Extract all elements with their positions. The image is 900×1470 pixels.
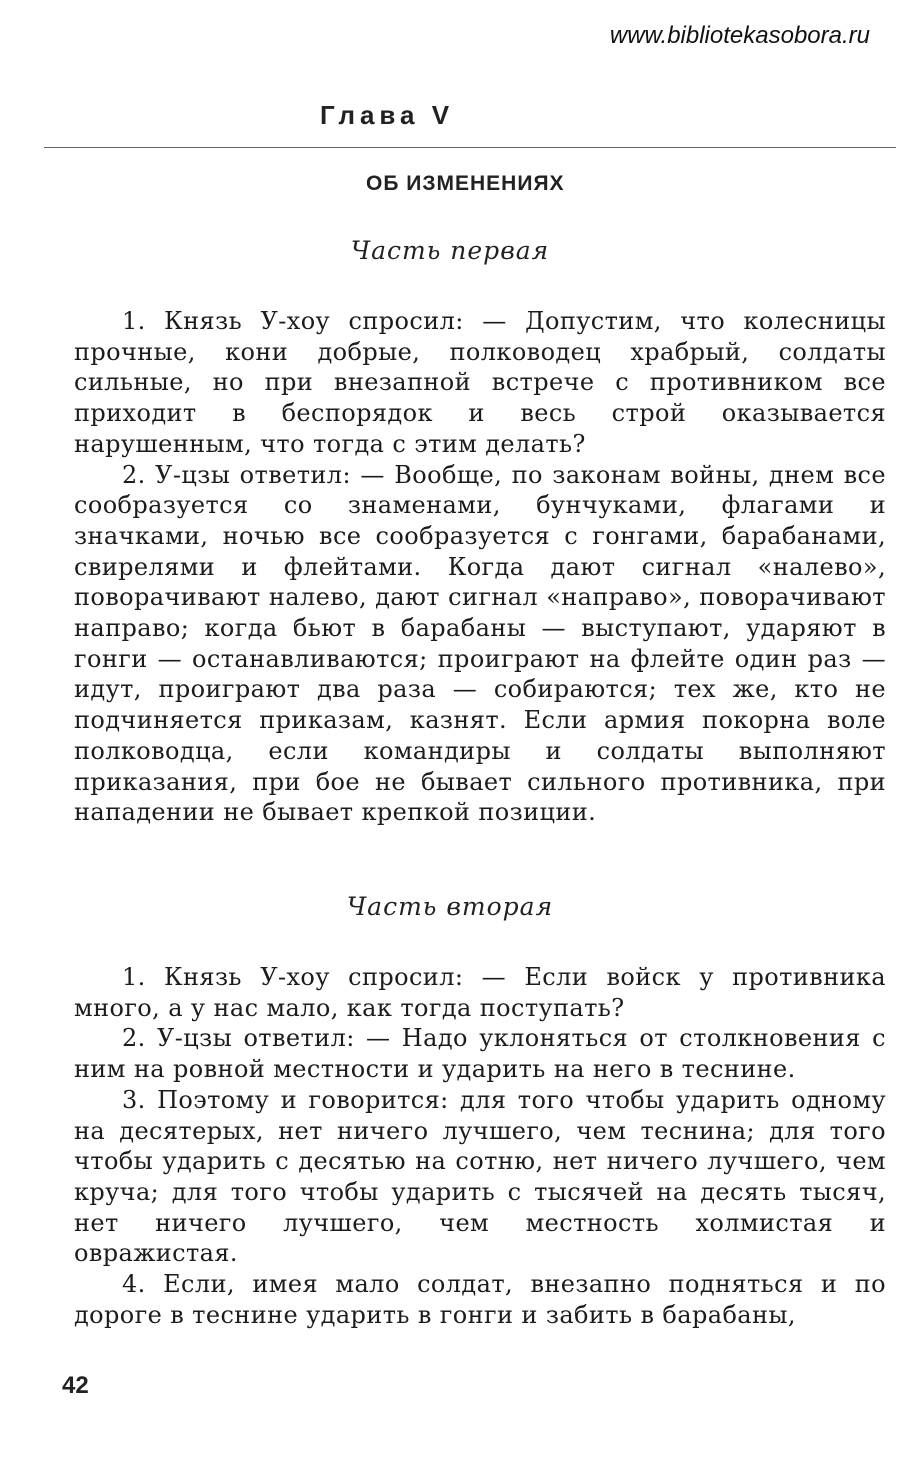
paragraph: 1. Князь У-хоу спросил: — Если войск у противника много, а у нас мало, как тогда поступать? — [74, 963, 886, 1022]
chapter-title: Глава V — [320, 100, 455, 130]
watermark: www.bibliotekasobora.ru — [609, 22, 870, 49]
paragraph: 1. Князь У-хоу спросил: — Допустим, что колесницы прочные, кони добрые, полководец храбрый, солдаты сильные, но при внезапной встрече с противником все приходит в беспорядок и весь строй оказывается нарушенным, что тогда с этим делать? — [74, 307, 886, 458]
paragraph: 2. У-цзы ответил: — Надо уклоняться от столкновения с ним на ровной местности и ударить на него в теснине. — [74, 1024, 886, 1084]
paragraph: 3. Поэтому и говорится: для того чтобы ударить одному на десятерых, нет ничего лучшего, чем теснина; для того чтобы ударить с десятью на сотню, нет ничего лучшего, чем круча; для того чтобы ударить с тысячей на десять тысяч, нет ничего лучшего, чем местность холмистая и овражистая. — [74, 1085, 886, 1268]
divider — [44, 147, 896, 148]
paragraph: 4. Если, имея мало солдат, внезапно подняться и по дороге в теснине ударить в гонги и забить в барабаны, — [74, 1270, 886, 1329]
section-title: ОБ ИЗМЕНЕНИЯХ — [366, 172, 565, 195]
part-two-title: Часть вторая — [346, 892, 554, 921]
part-one-text — [74, 306, 886, 828]
part-one-title: Часть первая — [350, 236, 550, 265]
paragraph: 2. У-цзы ответил: — Вообще, по законам войны, днем все сообразуется со знаменами, бунчуками, флагами и значками, ночью все сообразуется с гонгами, барабанами, свирелями и флейтами. Когда дают сигнал «налево», поворачивают налево, дают сигнал «направо», поворачивают направо; когда бьют в барабаны — выступают, ударяют в гонги — останавливаются; проиграют на флейте один раз — идут, проиграют два раза — собираются; тех же, кто не подчиняется приказам, казнят. Если армия покорна воле полководца, если командиры и солдаты выполняют приказания, при бое не бывает сильного противника, при нападении не бывает крепкой позиции. — [74, 460, 886, 827]
page-number: 42 — [62, 1372, 89, 1399]
part-two-text — [74, 962, 886, 1330]
